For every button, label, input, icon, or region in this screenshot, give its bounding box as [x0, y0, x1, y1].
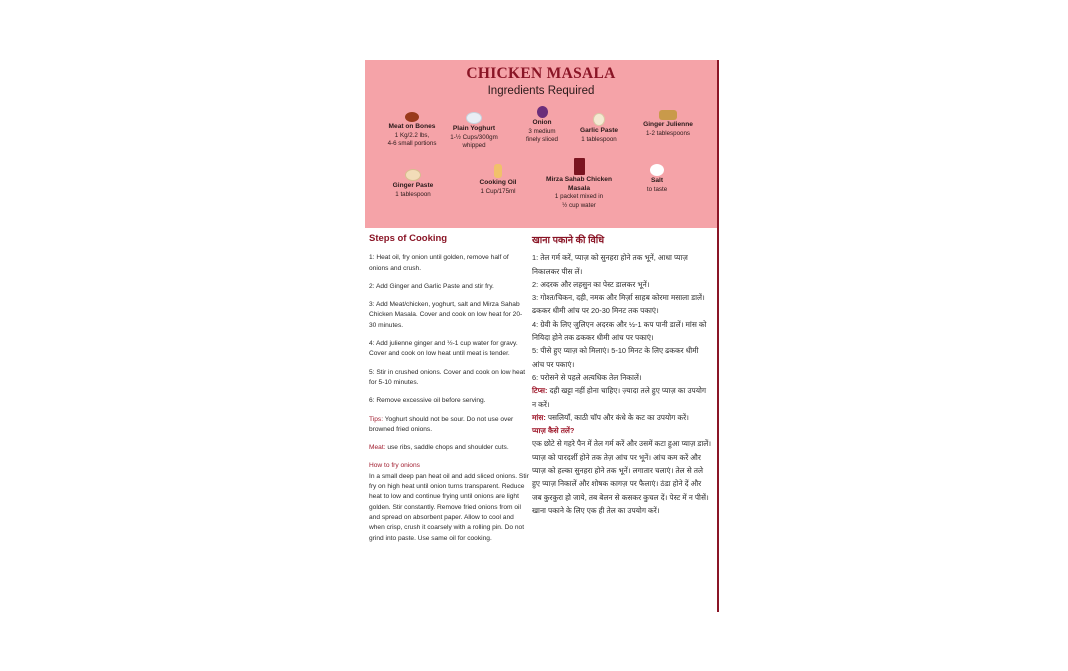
hindi-meat-text: पसलियाँ, काठी चॉप और कंधे के कट का उपयोग करें।: [545, 412, 689, 422]
ingredient-ginger-paste: Ginger Paste 1 tablespoon: [387, 169, 439, 199]
meat-label: Meat:: [369, 444, 386, 452]
hindi-heading: खाना पकाने की विधि: [532, 235, 605, 246]
salt-icon: [650, 164, 664, 176]
tips-text: Yoghurt should not be sour. Do not use over browned fried onions.: [369, 415, 514, 433]
recipe-title: CHICKEN MASALA: [466, 65, 616, 82]
hindi-step-1: 1: तेल गर्म करें, प्याज़ को सुनहरा होने तक भूनें, आधा प्याज़ निकालकर पीस लें।: [532, 253, 688, 276]
hindi-step-5: 5: पीसे हुए प्याज़ को मिलाएं। 5-10 मिनट के लिए ढककर धीमी आंच पर पकाएं।: [532, 346, 699, 369]
hindi-tips: [532, 384, 712, 411]
hindi-meat: [532, 411, 712, 424]
ginger-paste-icon: [405, 169, 421, 181]
hindi-step-3: 3: गोश्त/चिकन, दही, नमक और मिर्ज़ा साहब कोरमा मसाला डालें। ढककर धीमी आंच पर 20-30 मिनट तक पकाएं।: [532, 293, 705, 316]
ingredient-garlic: Garlic Paste 1 tablespoon: [573, 113, 625, 144]
ingredient-ginger-julienne: Ginger Julienne 1-2 tablespoons: [637, 110, 699, 138]
howto-note: [369, 461, 529, 543]
hindi-tips-text: दही खट्टा नहीं होना चाहिए। ज़्यादा तले हुए प्याज़ का उपयोग न करें।: [532, 386, 707, 409]
steps-heading: Steps of Cooking: [369, 233, 448, 244]
tips-label: Tips:: [369, 415, 384, 423]
ingredients-header: [365, 60, 717, 228]
hindi-howto-text: एक छोटे से गहरे पैन में तेल गर्म करें और उसमें कटा हुआ प्याज़ डालें। प्याज़ को पारदर्शी होने तक तेज़ आंच पर भूनें। आंच कम करें और प्याज़ को हल्का सुनहरा होने तक भूनें। लगातार चलाएं। तेल से तले हुए प्याज़ निकालें और शोषक कागज़ पर फैलाएं। ठंडा होने दें और जब कुरकुरा हो जाये, तब बेलन से कसकर कुचल दें। पेस्ट में न पीसें। खाना पकाने के लिए एक ही तेल का उपयोग करें।: [532, 439, 712, 515]
hindi-step-2: 2: अदरक और लहसुन का पेस्ट डालकर भूनें।: [532, 279, 650, 289]
hindi-howto-label: प्याज़ कैसे तलें?: [532, 426, 575, 436]
ingredient-onion: Onion 3 medium finely sliced: [515, 106, 569, 145]
yoghurt-icon: [466, 112, 482, 124]
ginger-icon: [659, 110, 677, 120]
page-edge-line: [717, 60, 719, 612]
hindi-step-6: 6: परोसने से पहले अत्यधिक तेल निकालें।: [532, 372, 642, 382]
step-4: 4: Add julienne ginger and ½-1 cup water for gravy. Cover and cook on low heat until meat is tender.: [369, 340, 518, 358]
ingredient-yoghurt: Plain Yoghurt 1-½ Cups/300gm whipped: [445, 112, 503, 151]
garlic-icon: [593, 113, 605, 126]
step-2: 2: Add Ginger and Garlic Paste and stir fry.: [369, 282, 494, 290]
ingredient-masala-packet: Mirza Sahab Chicken Masala 1 packet mixed in ½ cup water: [546, 158, 612, 210]
hindi-steps: [532, 234, 712, 517]
recipe-card: [365, 60, 719, 612]
meat-text: use ribs, saddle chops and shoulder cuts.: [385, 444, 509, 452]
step-5: 5: Stir in crushed onions. Cover and cook on low heat for 5-10 minutes.: [369, 368, 526, 386]
howto-label: How to fry onions: [369, 462, 420, 470]
hindi-meat-label: मांस:: [532, 412, 546, 422]
ingredient-oil: Cooking Oil 1 Cup/175ml: [472, 164, 524, 196]
hindi-tips-label: टिप्स:: [532, 386, 548, 396]
meat-note: [369, 443, 529, 453]
ingredients-subtitle: Ingredients Required: [487, 85, 595, 97]
tips-note: [369, 415, 529, 436]
howto-text: In a small deep pan heat oil and add sliced onions. Stir fry on high heat until onion turns transparent. Reduce heat to low and continue frying until onions are light golden. Stir constantly. Remove fried onions from oil and spread on absorbent paper. Allow to cool and when crisp, crush it coarsely with a rolling pin. Do not grind into paste. Use same oil for cooking.: [369, 472, 529, 542]
ingredient-meat: Meat on Bones 1 Kg/2.2 lbs, 4-6 small portions: [379, 112, 445, 149]
ingredient-salt: Salt to taste: [635, 164, 679, 194]
step-1: 1: Heat oil, fry onion until golden, remove half of onions and crush.: [369, 254, 509, 272]
step-3: 3: Add Meat/chicken, yoghurt, salt and Mirza Sahab Chicken Masala. Cover and cook on low heat for 20-30 minutes.: [369, 301, 523, 329]
meat-icon: [405, 112, 419, 122]
onion-icon: [537, 106, 548, 118]
oil-icon: [494, 164, 502, 178]
masala-pack-icon: [574, 158, 585, 175]
english-steps: [369, 234, 529, 552]
hindi-step-4: 4: ग्रेवी के लिए जुलिएन अदरक और ½-1 कप पानी डालें। मांस को नियिदा होने तक ढककर धीमी आंच पर पकाएं।: [532, 319, 707, 343]
step-6: 6: Remove excessive oil before serving.: [369, 397, 486, 405]
